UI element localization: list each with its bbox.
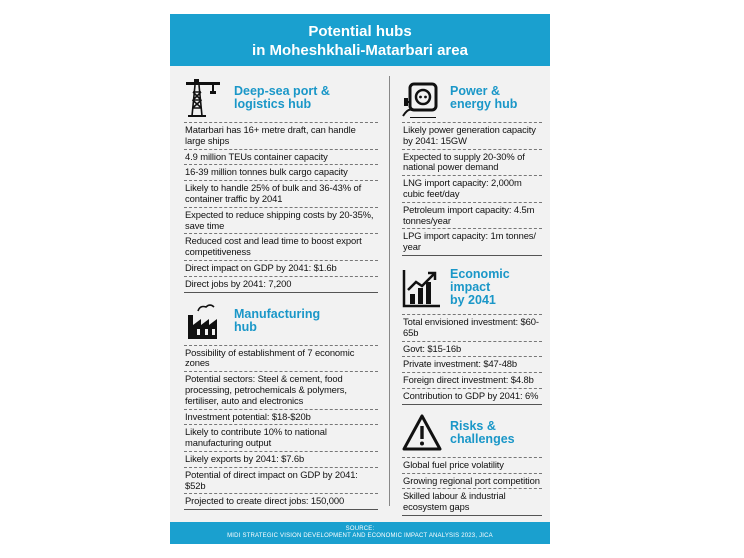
list-item: Reduced cost and lead time to boost export competitiveness [184, 233, 378, 260]
economic-section-title: Economic impact by 2041 [450, 267, 510, 308]
port-section [184, 76, 378, 293]
port-list [184, 122, 378, 293]
power-plug-icon [402, 78, 442, 118]
port-section-title: Deep-sea port & logistics hub [234, 84, 330, 111]
risks-section [402, 411, 542, 516]
list-item: LPG import capacity: 1m tonnes/ year [402, 228, 542, 256]
title-line-1: Potential hubs [308, 23, 412, 40]
infographic-header [170, 14, 550, 66]
column-divider [389, 76, 390, 506]
factory-icon [184, 301, 224, 341]
power-list [402, 122, 542, 256]
risks-section-header [402, 411, 542, 455]
list-item: Petroleum import capacity: 4.5m tonnes/year [402, 202, 542, 229]
list-item: Projected to create direct jobs: 150,000 [184, 493, 378, 510]
power-section [402, 76, 542, 256]
power-section-title: Power & energy hub [450, 84, 518, 111]
list-item: Expected to supply 20-30% of national power demand [402, 149, 542, 176]
list-item: Direct impact on GDP by 2041: $1.6b [184, 260, 378, 276]
list-item: Growing regional port competition [402, 473, 542, 489]
list-item: Direct jobs by 2041: 7,200 [184, 276, 378, 293]
risks-section-title: Risks & challenges [450, 418, 515, 446]
right-column [402, 76, 542, 516]
port-section-header [184, 76, 378, 120]
list-item: Private investment: $47-48b [402, 356, 542, 372]
list-item: Skilled labour & industrial ecosystem gaps [402, 488, 542, 516]
infographic-card [170, 14, 550, 544]
warning-icon [402, 413, 442, 453]
list-item: Govt: $15-16b [402, 341, 542, 357]
list-item: Matarbari has 16+ metre draft, can handle large ships [184, 122, 378, 149]
power-section-header [402, 76, 542, 120]
list-item: Likely to handle 25% of bulk and 36-43% of container traffic by 2041 [184, 180, 378, 207]
left-column [184, 76, 378, 510]
list-item: Expected to reduce shipping costs by 20-35%, save time [184, 207, 378, 234]
source-label: SOURCE: [345, 526, 375, 532]
title-line-2: in Moheshkhali-Matarbari area [252, 42, 468, 59]
list-item: LNG import capacity: 2,000m cubic feet/day [402, 175, 542, 202]
port-crane-icon [184, 78, 224, 118]
list-item: Likely exports by 2041: $7.6b [184, 451, 378, 467]
economic-section-header [402, 264, 542, 312]
list-item: Investment potential: $18-$20b [184, 409, 378, 425]
manufacturing-section-header [184, 299, 378, 343]
list-item: Potential of direct impact on GDP by 2041: $52b [184, 467, 378, 494]
list-item: Potential sectors: Steel & cement, food processing, petrochemicals & polymers, fertiliser, auto and electronics [184, 371, 378, 408]
list-item: Likely to contribute 10% to national manufacturing output [184, 424, 378, 451]
economic-section [402, 264, 542, 405]
list-item: Total envisioned investment: $60-65b [402, 314, 542, 341]
source-footer [170, 522, 550, 544]
list-item: 4.9 million TEUs container capacity [184, 149, 378, 165]
risks-list [402, 457, 542, 516]
source-text: MIDI STRATEGIC VISION DEVELOPMENT AND ECONOMIC IMPACT ANALYSIS 2023, JICA [227, 533, 493, 539]
growth-chart-icon [402, 268, 442, 308]
economic-list [402, 314, 542, 405]
list-item: Foreign direct investment: $4.8b [402, 372, 542, 388]
list-item: Contribution to GDP by 2041: 6% [402, 388, 542, 405]
list-item: 16-39 million tonnes bulk cargo capacity [184, 164, 378, 180]
manufacturing-section-title: Manufacturing hub [234, 306, 321, 334]
list-item: Global fuel price volatility [402, 457, 542, 473]
list-item: Possibility of establishment of 7 economic zones [184, 345, 378, 372]
manufacturing-section [184, 299, 378, 511]
list-item: Likely power generation capacity by 2041: 15GW [402, 122, 542, 149]
manufacturing-list [184, 345, 378, 511]
